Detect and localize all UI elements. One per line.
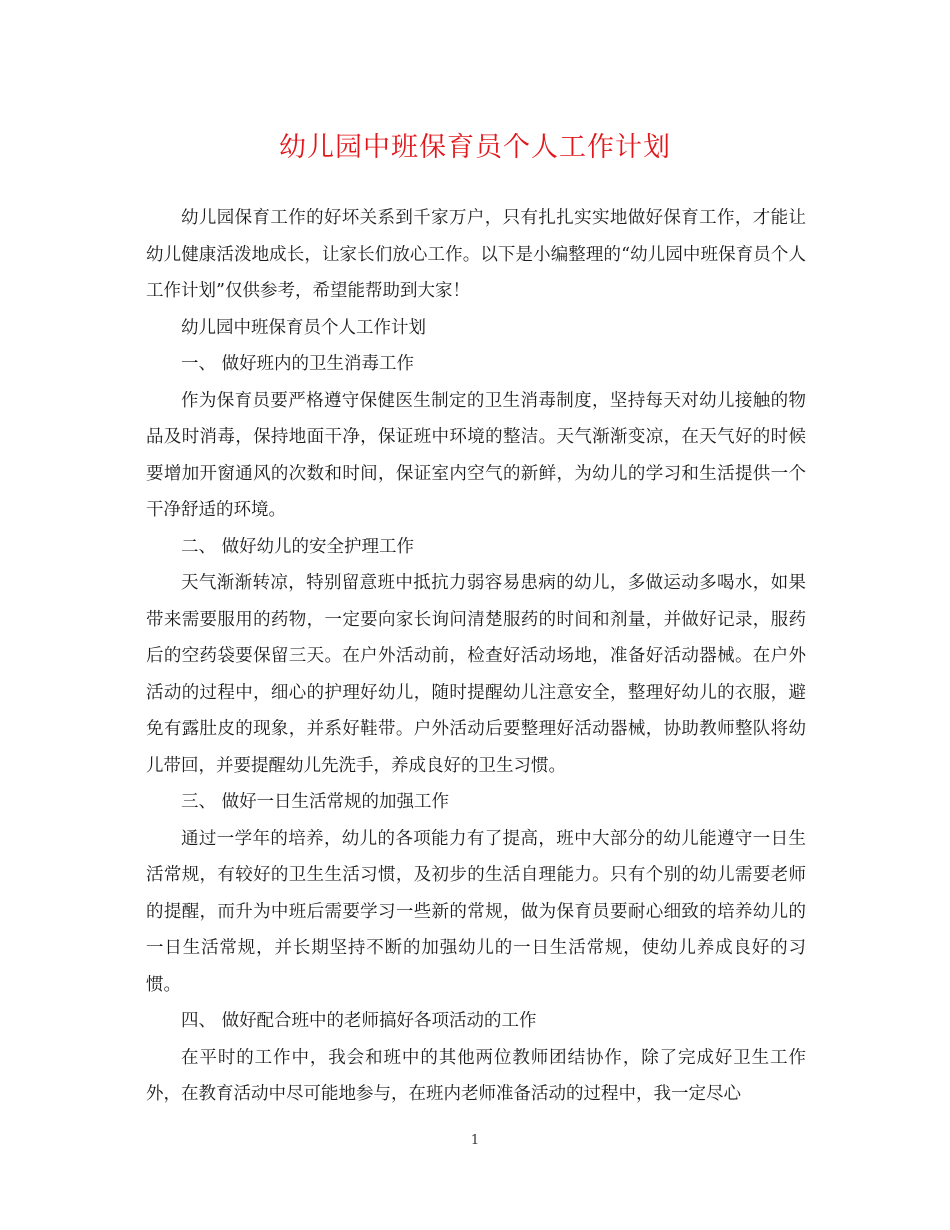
page-number: 1 [470,1133,480,1148]
section-paragraph-1: 作为保育员要严格遵守保健医生制定的卫生消毒制度，坚持每天对幼儿接触的物品及时消毒，保持地面干净，保证班中环境的整洁。天气渐渐变凉，在天气好的时候要增加开窗通风的次数和时间，保证室内空气的新鲜，为幼儿的学习和生活提供一个干净舒适的环境。 [146,390,806,520]
section-heading-4: 四、 做好配合班中的老师搞好各项活动的工作 [181,1011,537,1031]
intro-paragraph: 幼儿园保育工作的好坏关系到千家万户，只有扎扎实实地做好保育工作，才能让幼儿健康活泼地成长，让家长们放心工作。以下是小编整理的“幼儿园中班保育员个人工作计划”仅供参考，希望能帮助到大家！ [146,208,806,301]
section-paragraph-3: 通过一学年的培养，幼儿的各项能力有了提高，班中大部分的幼儿能遵守一日生活常规，有较好的卫生生活习惯，及初步的生活自理能力。只有个别的幼儿需要老师的提醒，而升为中班后需要学习一些新的常规，做为保育员要耐心细致的培养幼儿的一日生活常规，并长期坚持不断的加强幼儿的一日生活常规，使幼儿养成良好的习惯。 [146,828,806,995]
subtitle-line: 幼儿园中班保育员个人工作计划 [181,317,426,338]
section-heading-3: 三、 做好一日生活常规的加强工作 [181,792,450,812]
document-title: 幼儿园中班保育员个人工作计划 [279,132,671,163]
section-paragraph-2: 天气渐渐转凉，特别留意班中抵抗力弱容易患病的幼儿，多做运动多喝水，如果带来需要服用的药物，一定要向家长询问清楚服药的时间和剂量，并做好记录，服药后的空药袋要保留三天。在户外活动前，检查好活动场地，准备好活动器械。在户外活动的过程中，细心的护理好幼儿，随时提醒幼儿注意安全，整理好幼儿的衣服，避免有露肚皮的现象，并系好鞋带。户外活动后要整理好活动器械，协助教师整队将幼儿带回，并要提醒幼儿先洗手，养成良好的卫生习惯。 [146,573,806,776]
section-heading-2: 二、 做好幼儿的安全护理工作 [181,536,415,557]
section-paragraph-4: 在平时的工作中，我会和班中的其他两位教师团结协作，除了完成好卫生工作外，在教育活动中尽可能地参与，在班内老师准备活动的过程中，我一定尽心 [146,1047,806,1104]
section-heading-1: 一、 做好班内的卫生消毒工作 [181,354,415,374]
document-body [146,200,806,1113]
